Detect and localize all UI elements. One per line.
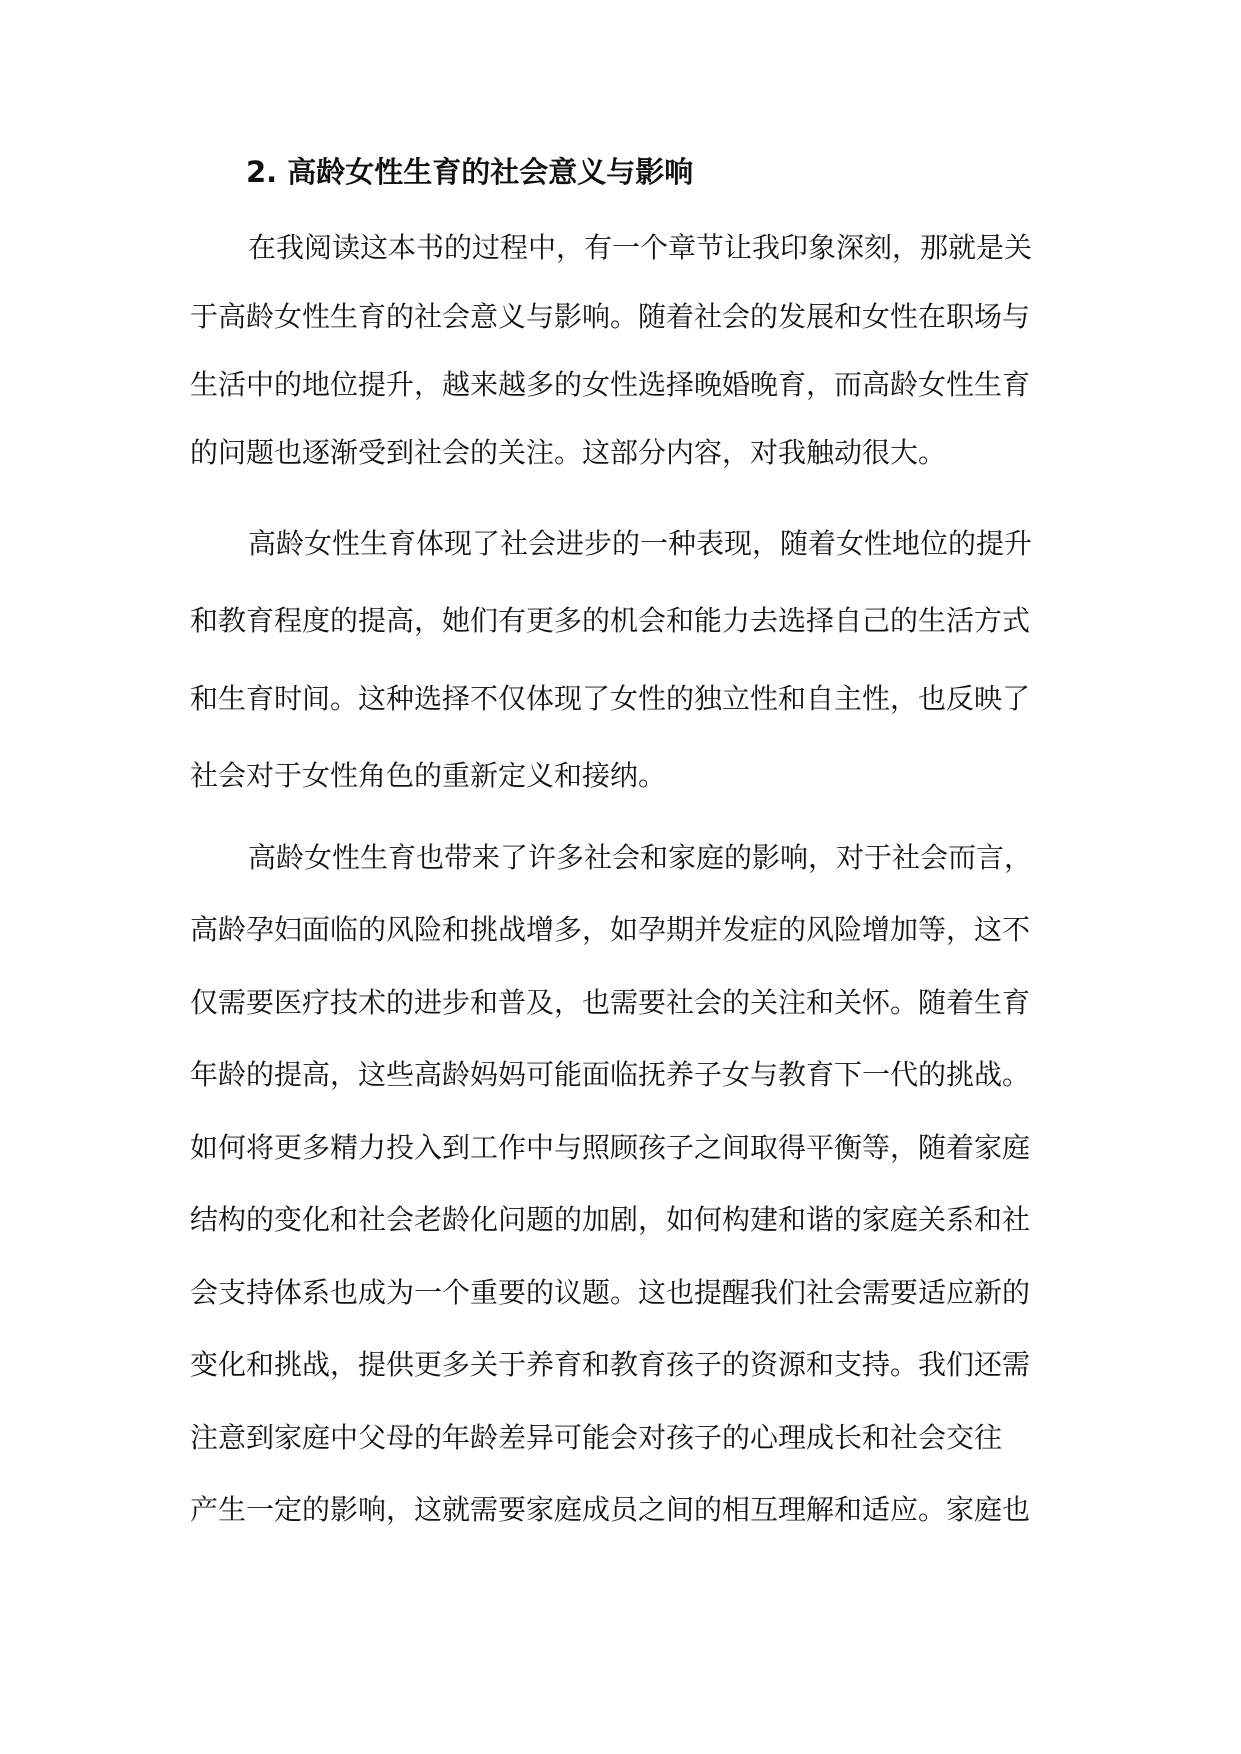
paragraph-line: 注意到家庭中父母的年龄差异可能会对孩子的心理成长和社会交往 — [190, 1421, 1003, 1454]
paragraph-line: 结构的变化和社会老龄化问题的加剧，如何构建和谐的家庭关系和社 — [190, 1203, 1031, 1236]
paragraph-line: 在我阅读这本书的过程中，有一个章节让我印象深刻，那就是关 — [248, 231, 1033, 264]
paragraph-line: 高龄女性生育体现了社会进步的一种表现，随着女性地位的提升 — [248, 527, 1033, 560]
paragraph-line: 社会对于女性角色的重新定义和接纳。 — [190, 759, 667, 792]
section-heading: 2. 高龄女性生育的社会意义与影响 — [246, 155, 694, 189]
paragraph-line: 仅需要医疗技术的进步和普及，也需要社会的关注和关怀。随着生育 — [190, 986, 1031, 1019]
paragraph-line: 高龄女性生育也带来了许多社会和家庭的影响，对于社会而言， — [248, 841, 1033, 874]
paragraph-line: 和教育程度的提高，她们有更多的机会和能力去选择自己的生活方式 — [190, 604, 1031, 637]
paragraph-line: 会支持体系也成为一个重要的议题。这也提醒我们社会需要适应新的 — [190, 1276, 1031, 1309]
paragraph-line: 变化和挑战，提供更多关于养育和教育孩子的资源和支持。我们还需 — [190, 1348, 1031, 1381]
paragraph-line: 产生一定的影响，这就需要家庭成员之间的相互理解和适应。家庭也 — [190, 1493, 1031, 1526]
paragraph-line: 年龄的提高，这些高龄妈妈可能面临抚养子女与教育下一代的挑战。 — [190, 1058, 1031, 1091]
paragraph-line: 如何将更多精力投入到工作中与照顾孩子之间取得平衡等，随着家庭 — [190, 1131, 1031, 1164]
paragraph-line: 和生育时间。这种选择不仅体现了女性的独立性和自主性，也反映了 — [190, 682, 1031, 715]
paragraph-line: 生活中的地位提升，越来越多的女性选择晚婚晚育，而高龄女性生育 — [190, 368, 1031, 401]
paragraph-line: 的问题也逐渐受到社会的关注。这部分内容，对我触动很大。 — [190, 436, 947, 469]
paragraph-line: 于高龄女性生育的社会意义与影响。随着社会的发展和女性在职场与 — [190, 300, 1031, 333]
paragraph-line: 高龄孕妇面临的风险和挑战增多，如孕期并发症的风险增加等，这不 — [190, 913, 1031, 946]
